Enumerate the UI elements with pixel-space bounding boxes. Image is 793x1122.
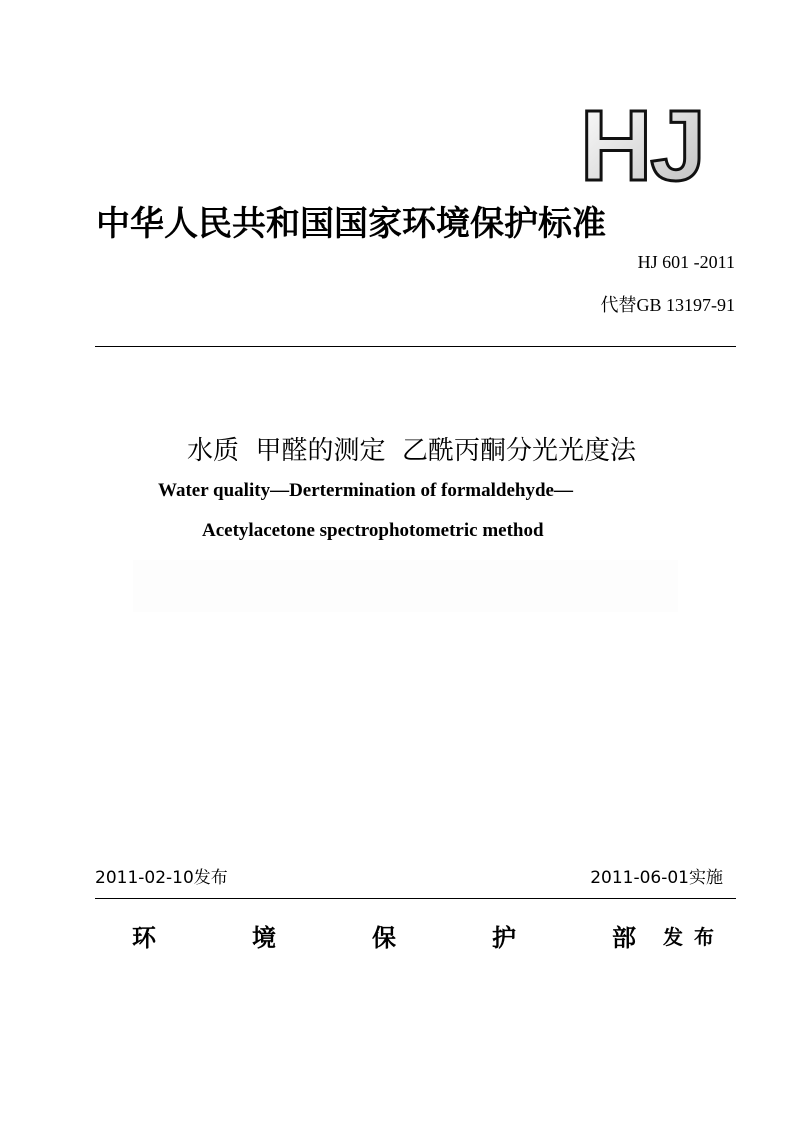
issuer-char: 境 — [252, 924, 276, 952]
faint-placeholder-area — [133, 560, 678, 612]
issue-date: 2011-02-10发布 — [95, 868, 228, 888]
effective-date: 2011-06-01实施 — [590, 868, 723, 888]
replaces-standard: 代替GB 13197-91 — [600, 295, 735, 315]
issuer-char: 保 — [372, 924, 396, 952]
issuer-char: 护 — [492, 924, 516, 952]
logo-text: HJ — [580, 100, 704, 190]
document-title-chinese: 水质 甲醛的测定 乙酰丙酮分光光度法 — [186, 436, 637, 466]
issuer-char: 布 — [694, 925, 714, 949]
issuer-char: 环 — [132, 924, 156, 952]
issuer-char: 部 — [612, 924, 636, 952]
hj-logo-icon — [578, 100, 720, 190]
issuer-char: 发 — [663, 925, 683, 949]
document-title-english-line1: Water quality—Dertermination of formaldehyde— — [158, 480, 573, 501]
standard-title: 中华人民共和国国家环境保护标准 — [96, 204, 606, 244]
standard-number: HJ 601 -2011 — [637, 252, 735, 272]
header-divider — [95, 346, 736, 347]
footer-divider — [95, 898, 736, 899]
issuing-authority — [0, 918, 793, 952]
document-title-english-line2: Acetylacetone spectrophotometric method — [202, 520, 544, 541]
